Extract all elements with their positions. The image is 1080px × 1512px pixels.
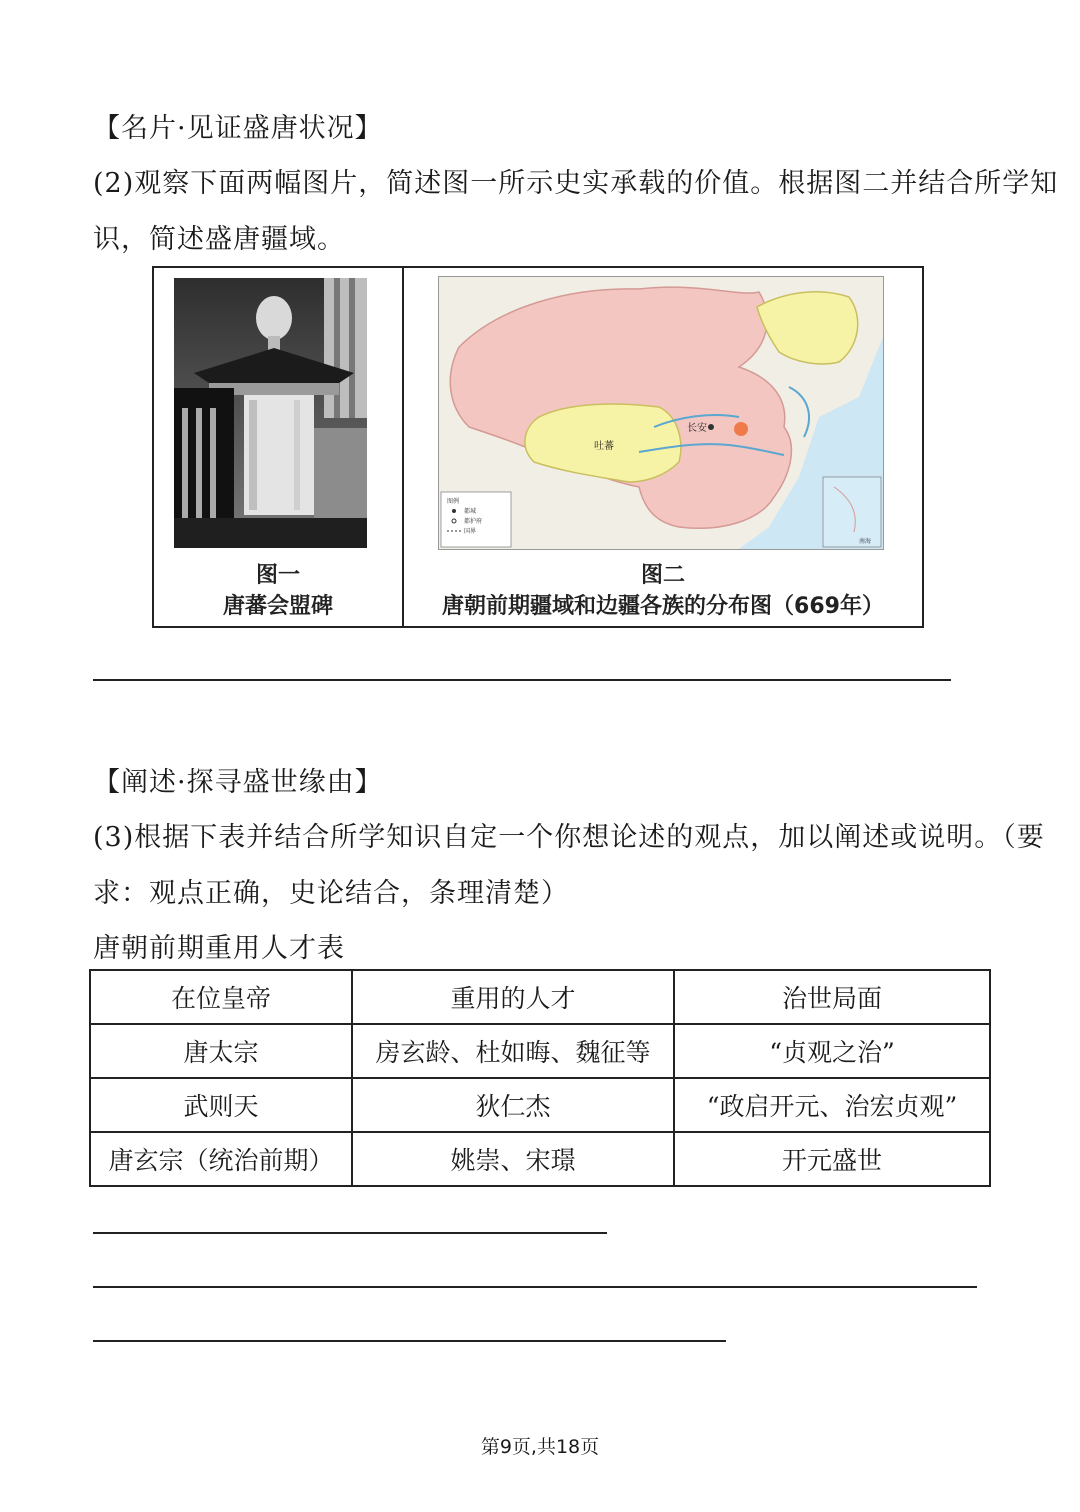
table-row — [90, 1078, 990, 1132]
talent-table — [89, 969, 991, 1187]
tang-territory-map — [439, 277, 883, 549]
tang-tibet-stele-photo — [174, 278, 367, 548]
section1-heading: 【名片·见证盛唐状况】 — [93, 113, 383, 144]
figure2-map — [438, 276, 884, 550]
table-cell: 武则天 — [90, 1078, 352, 1132]
map-legend-capital: 都城 — [464, 508, 477, 515]
figure1-title: 唐蕃会盟碑 — [222, 594, 333, 619]
section2-heading: 【阐述·探寻盛世缘由】 — [93, 767, 383, 798]
map-label-changan: 长安 — [687, 423, 707, 434]
map-legend-border: 国界 — [464, 528, 477, 535]
table-header-row — [90, 970, 990, 1024]
figure-panel — [152, 266, 924, 628]
map-inset-label: 南海 — [859, 538, 872, 545]
map-legend-protectorate: 都护府 — [464, 518, 483, 525]
table-cell: 狄仁杰 — [352, 1078, 674, 1132]
figure1-photo — [174, 278, 367, 548]
map-legend-title: 图例 — [447, 498, 460, 505]
question-3-line1: (3)根据下表并结合所学知识自定一个你想论述的观点，加以阐述或说明。（要 — [93, 822, 1045, 853]
table-title: 唐朝前期重用人才表 — [93, 933, 345, 964]
map-label-tubo: 吐蕃 — [594, 441, 614, 452]
table-cell: “贞观之治” — [674, 1024, 990, 1078]
table-cell: “政启开元、治宏贞观” — [674, 1078, 990, 1132]
table-row — [90, 1024, 990, 1078]
table-cell: 姚崇、宋璟 — [352, 1132, 674, 1186]
answer-line[interactable] — [93, 679, 951, 681]
table-cell: 唐玄宗（统治前期） — [90, 1132, 352, 1186]
answer-line[interactable] — [93, 1340, 726, 1342]
table-header-cell: 重用的人才 — [352, 970, 674, 1024]
question-3-line2: 求：观点正确，史论结合，条理清楚） — [93, 878, 569, 909]
figure1-caption — [154, 558, 402, 620]
question-2-line2: 识，简述盛唐疆域。 — [93, 224, 345, 255]
answer-line[interactable] — [93, 1286, 977, 1288]
table-header-cell: 在位皇帝 — [90, 970, 352, 1024]
figure1-label: 图一 — [255, 563, 300, 588]
table-header-cell: 治世局面 — [674, 970, 990, 1024]
figure2-label: 图二 — [640, 563, 685, 588]
question-2-line1: (2)观察下面两幅图片，简述图一所示史实承载的价值。根据图二并结合所学知 — [93, 168, 1059, 199]
table-row — [90, 1132, 990, 1186]
figure2-title: 唐朝前期疆域和边疆各族的分布图（669年） — [442, 594, 884, 619]
page-number: 第9页,共18页 — [480, 1436, 600, 1458]
table-cell: 开元盛世 — [674, 1132, 990, 1186]
table-cell: 唐太宗 — [90, 1024, 352, 1078]
table-cell: 房玄龄、杜如晦、魏征等 — [352, 1024, 674, 1078]
figure2-caption — [404, 558, 922, 620]
answer-line[interactable] — [93, 1232, 607, 1234]
